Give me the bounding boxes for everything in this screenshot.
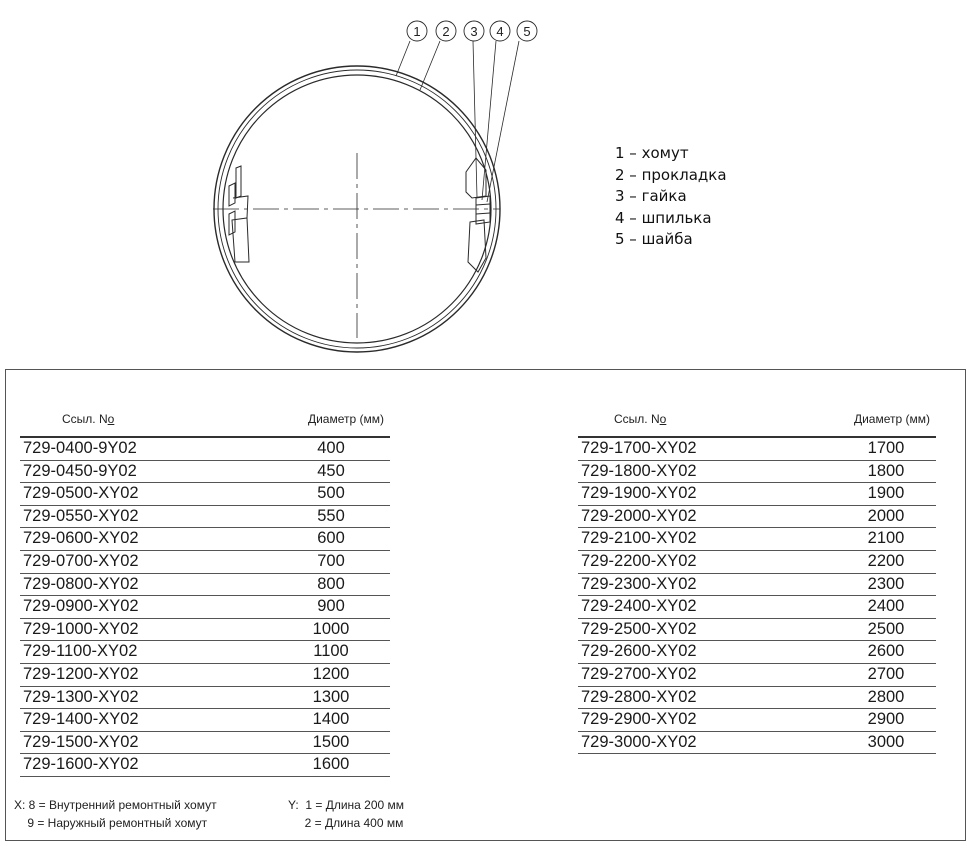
part-code: 729-0900-XY02 — [23, 597, 139, 616]
diameter-header: Диаметр (мм) — [307, 412, 384, 426]
table-row — [20, 461, 390, 484]
callout-4: 4 — [496, 24, 504, 39]
part-code: 729-0800-XY02 — [23, 574, 139, 593]
table-row — [578, 732, 936, 755]
table-row — [578, 596, 936, 619]
table-row — [578, 506, 936, 529]
diameter-value: 400 — [317, 439, 345, 457]
part-code: 729-2500-XY02 — [581, 619, 697, 638]
part-code: 729-1300-XY02 — [23, 687, 139, 706]
table-row — [20, 619, 390, 642]
diameter-value: 2700 — [867, 664, 905, 683]
diameter-value: 600 — [317, 529, 345, 548]
part-code: 729-2800-XY02 — [581, 687, 697, 706]
table-row — [20, 574, 390, 597]
diameter-value: 1400 — [312, 710, 350, 729]
note-x: X: 8 = Внутренний ремонтный хомут 9 = Наружный ремонтный хомут — [14, 798, 217, 830]
table-row — [578, 709, 936, 732]
diameter-value: 1000 — [312, 619, 350, 638]
table-row — [578, 483, 936, 506]
diameter-value: 1300 — [312, 687, 350, 706]
diameter-value: 2200 — [867, 551, 905, 570]
table-row — [578, 664, 936, 687]
part-code: 729-2200-XY02 — [581, 551, 697, 570]
callout-2: 2 — [442, 24, 450, 39]
parts-legend — [615, 143, 727, 251]
table-row — [20, 596, 390, 619]
left-bolt-assembly — [229, 166, 249, 262]
table-row — [578, 438, 936, 461]
diameter-value: 1500 — [312, 732, 350, 751]
right-bolt-assembly — [466, 158, 490, 272]
diameter-value: 450 — [317, 461, 345, 480]
table-header — [20, 410, 390, 438]
diameter-value: 2300 — [867, 574, 905, 593]
diameter-value: 800 — [317, 574, 345, 593]
part-code: 729-0500-XY02 — [23, 484, 139, 503]
table-row — [20, 664, 390, 687]
diameter-value: 2400 — [867, 597, 905, 616]
diameter-value: 2500 — [867, 619, 905, 638]
diameter-value: 500 — [317, 484, 345, 503]
table-row — [20, 551, 390, 574]
table-row — [20, 709, 390, 732]
note-y: Y: 1 = Длина 200 мм 2 = Длина 400 мм — [288, 798, 405, 830]
part-table-right — [578, 410, 936, 754]
part-code: 729-2300-XY02 — [581, 574, 697, 593]
part-code: 729-2400-XY02 — [581, 597, 697, 616]
legend-item: 4 – шпилька — [615, 208, 712, 227]
diameter-value: 1700 — [867, 439, 905, 457]
callout-3: 3 — [470, 24, 478, 39]
diameter-value: 1200 — [312, 664, 350, 683]
part-code: 729-0700-XY02 — [23, 551, 139, 570]
diameter-value: 1600 — [312, 755, 350, 774]
ref-header: Ссыл. No — [62, 412, 115, 426]
part-code: 729-1500-XY02 — [23, 732, 139, 751]
table-row — [578, 619, 936, 642]
diameter-value: 700 — [317, 551, 345, 570]
diameter-value: 2800 — [867, 687, 905, 706]
diameter-value: 1800 — [867, 461, 905, 480]
part-code: 729-2000-XY02 — [581, 506, 697, 525]
part-code: 729-2600-XY02 — [581, 642, 697, 661]
diameter-value: 1100 — [313, 642, 349, 661]
diameter-value: 2000 — [867, 506, 905, 525]
legend-item: 3 – гайка — [615, 187, 687, 205]
part-code: 729-1000-XY02 — [23, 619, 139, 638]
diameter-value: 900 — [317, 597, 345, 616]
part-code: 729-1600-XY02 — [23, 755, 139, 774]
callout-5: 5 — [523, 24, 531, 39]
legend-item: 5 – шайба — [615, 230, 693, 248]
table-row — [20, 754, 390, 777]
part-code: 729-1900-XY02 — [581, 484, 697, 503]
diameter-value: 550 — [317, 506, 345, 525]
diameter-value: 2900 — [867, 710, 905, 729]
legend-item: 2 – прокладка — [615, 165, 727, 184]
part-code: 729-3000-XY02 — [581, 732, 697, 751]
table-row — [20, 506, 390, 529]
table-row — [20, 438, 390, 461]
table-row — [578, 461, 936, 484]
diameter-header: Диаметр (мм) — [853, 412, 930, 426]
part-code: 729-2100-XY02 — [581, 529, 697, 548]
part-code: 729-0400-9Y02 — [23, 439, 137, 457]
part-code: 729-1100-XY02 — [23, 642, 138, 661]
part-code: 729-2700-XY02 — [581, 664, 697, 683]
part-code: 729-1200-XY02 — [23, 664, 139, 683]
clamp-cross-section-drawing — [0, 0, 560, 360]
part-code: 729-0450-9Y02 — [23, 461, 137, 480]
part-code: 729-0550-XY02 — [23, 506, 139, 525]
part-code: 729-0600-XY02 — [23, 529, 139, 548]
leader-lines — [396, 41, 519, 202]
table-header — [578, 410, 936, 438]
table-row — [20, 483, 390, 506]
part-code: 729-1700-XY02 — [581, 439, 697, 457]
table-row — [578, 574, 936, 597]
ref-header: Ссыл. No — [614, 412, 667, 426]
table-row — [578, 551, 936, 574]
table-row — [20, 528, 390, 551]
table-row — [20, 732, 390, 755]
part-table-left — [20, 410, 390, 777]
diameter-value: 3000 — [867, 732, 905, 751]
table-row — [20, 687, 390, 710]
legend-item: 1 – хомут — [615, 144, 689, 162]
part-code: 729-2900-XY02 — [581, 710, 697, 729]
diameter-value: 1900 — [867, 484, 905, 503]
diameter-value: 2600 — [867, 642, 905, 661]
part-code: 729-1800-XY02 — [581, 461, 697, 480]
table-row — [20, 641, 390, 664]
diameter-value: 2100 — [867, 529, 905, 548]
callout-1: 1 — [413, 24, 421, 39]
table-row — [578, 687, 936, 710]
table-row — [578, 641, 936, 664]
part-code: 729-1400-XY02 — [23, 710, 139, 729]
table-row — [578, 528, 936, 551]
